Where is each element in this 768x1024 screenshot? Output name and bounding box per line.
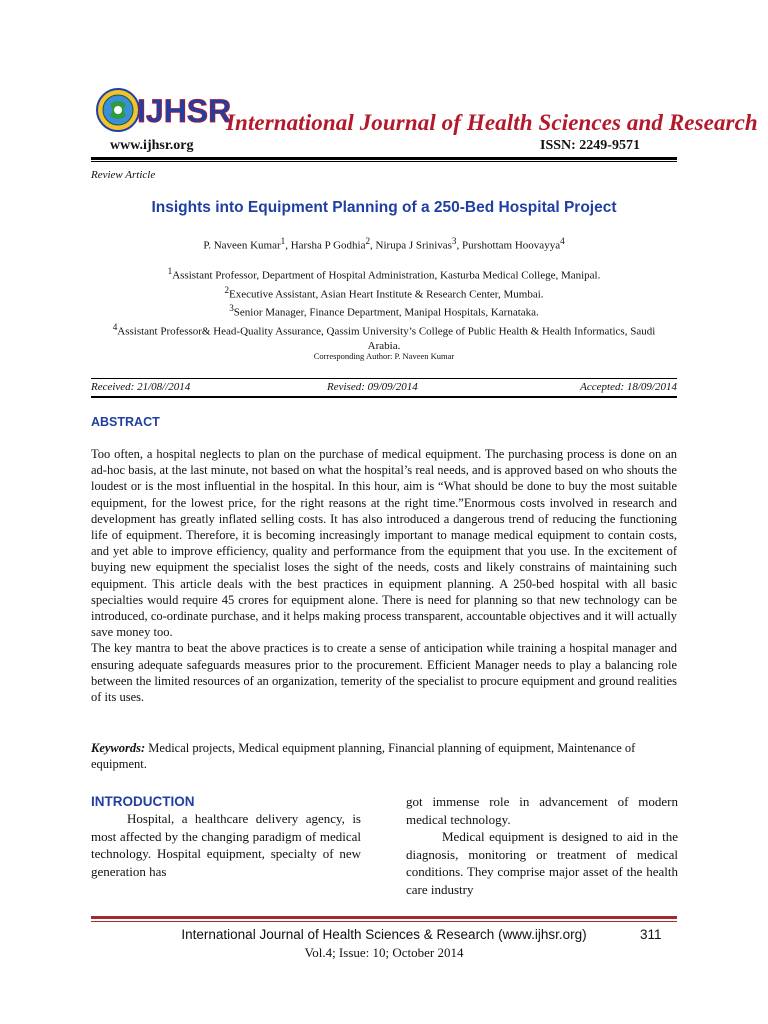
author-name: P. Naveen Kumar (203, 239, 281, 252)
footer-issue: Vol.4; Issue: 10; October 2014 (304, 945, 464, 960)
article-title: Insights into Equipment Planning of a 250-Bed Hospital Project (151, 199, 617, 216)
journal-url[interactable]: www.ijhsr.org (110, 138, 194, 153)
affiliation-sup: 2 (224, 284, 230, 295)
affiliation-sup: 3 (229, 303, 234, 314)
abstract-heading: ABSTRACT (91, 415, 160, 429)
received-date: Received: 21/08//2014 (91, 381, 191, 393)
affiliation (91, 301, 677, 320)
footer-rule (91, 916, 677, 919)
author-list: P. Naveen Kumar$^1$, Harsha P Godhia$^2$, Nirupa J Srinivas$^3$, Purshottam Hoovayya$^4$ (203, 236, 565, 252)
affiliation (91, 283, 677, 302)
dates-rule-bottom (91, 396, 677, 398)
affiliation-text: Senior Manager, Finance Department, Manipal Hospitals, Karnataka. (233, 306, 539, 319)
accepted-date: Accepted: 18/09/2014 (580, 381, 677, 393)
affiliation (91, 264, 677, 283)
issn: ISSN: 2249-9571 (540, 138, 640, 153)
masthead-rule-thin (91, 161, 677, 162)
affiliation-sup: 4 (112, 321, 118, 332)
abstract-paragraph: The key mantra to beat the above practices is to create a sense of anticipation while training a hospital manager and ensuring adequate safeguards measures prior to the procurement. Efficient Manager needs to play a balancing role between the limited resources of an organization, temerity of the specialist to procure equipment and ground realities of its uses. (91, 641, 677, 705)
affiliation-text: Executive Assistant, Asian Heart Institute & Research Center, Mumbai. (229, 288, 544, 301)
author-sup: 1 (280, 236, 286, 246)
author-name: Harsha P Godhia (290, 239, 366, 252)
affiliation-sup: 1 (167, 266, 173, 276)
keywords-label: Keywords: (91, 741, 146, 755)
affiliations (91, 264, 677, 353)
footer-journal: International Journal of Health Sciences & Research (www.ijhsr.org) (181, 927, 587, 942)
introduction-paragraph: Medical equipment is designed to aid in the diagnosis, monitoring or treatment of medical conditions. They comprise major asset of the health care industry (406, 829, 678, 897)
author-sup: 2 (365, 236, 371, 246)
article-type: Review Article (91, 169, 156, 181)
affiliation-text: Assistant Professor, Department of Hospital Administration, Kasturba Medical College, Manipal. (172, 269, 601, 282)
introduction-paragraph: Hospital, a healthcare delivery agency, is most affected by the changing paradigm of medical technology. Hospital equipment, specialty of new generation has (91, 811, 361, 879)
author-name: Nirupa J Srinivas (375, 239, 452, 252)
abstract-paragraph: Too often, a hospital neglects to plan on the purchase of medical equipment. The purchasing process is done on an ad-hoc basis, at the last minute, not based on what the hospital’s real needs, and is approved based on who shouts the loudest or is the most influential in the hospital. In this hour, aim is “What should be done to buy the most suitable equipment, for the lowest price, for the right reasons at the right time.”Enormous costs involved in research and development has greatly inflated selling costs. It has also introduced a dangerous trend of reducing the functioning life of equipment. Therefore, it is becoming increasingly important to manage medical equipment to contain costs, and yet able to improve efficiency, quality and performance from the equipment that you use. In the excitement of buying new equipment the specialist loses the sight of the needs, costs and likely constrains of maintaining such equipment. This article deals with the best practices in equipment planning. A 250-bed hospital with all basic specialties would require 45 crores for equipment alone. There is need for planning so that new technology can be introduced, co-ordinate purchase, and it helps making process transparent, accountable objectives and it will actually save money too. (91, 447, 677, 640)
corresponding-author: Corresponding Author: P. Naveen Kumar (313, 351, 455, 361)
keywords (91, 740, 677, 772)
author-name: Purshottam Hoovayya (462, 239, 561, 252)
journal-title: International Journal of Health Sciences and Research (226, 110, 758, 135)
introduction-paragraph: got immense role in advancement of modern medical technology. (406, 794, 678, 827)
affiliation (91, 320, 677, 353)
introduction-left-column (91, 793, 361, 880)
author-sup: 3 (451, 236, 457, 246)
masthead-rule (91, 157, 677, 160)
author-sup: 4 (560, 236, 565, 246)
introduction-heading: INTRODUCTION (91, 794, 195, 809)
keywords-text: Medical projects, Medical equipment planning, Financial planning of equipment, Maintenance of equipment. (91, 741, 636, 772)
dates-rule (91, 378, 677, 379)
svg-text:IJHSR: IJHSR (137, 93, 232, 129)
ijhsr-logo (95, 80, 232, 140)
abstract-body (91, 446, 677, 705)
page-number: 311 (640, 927, 662, 942)
revised-date: Revised: 09/09/2014 (327, 381, 418, 393)
footer-rule-thin (91, 921, 677, 922)
affiliation-text: Assistant Professor& Head-Quality Assurance, Qassim University’s College of Public Health & Health Informatics, Saudi Arabia. (117, 325, 656, 352)
introduction-right-column (406, 793, 678, 898)
